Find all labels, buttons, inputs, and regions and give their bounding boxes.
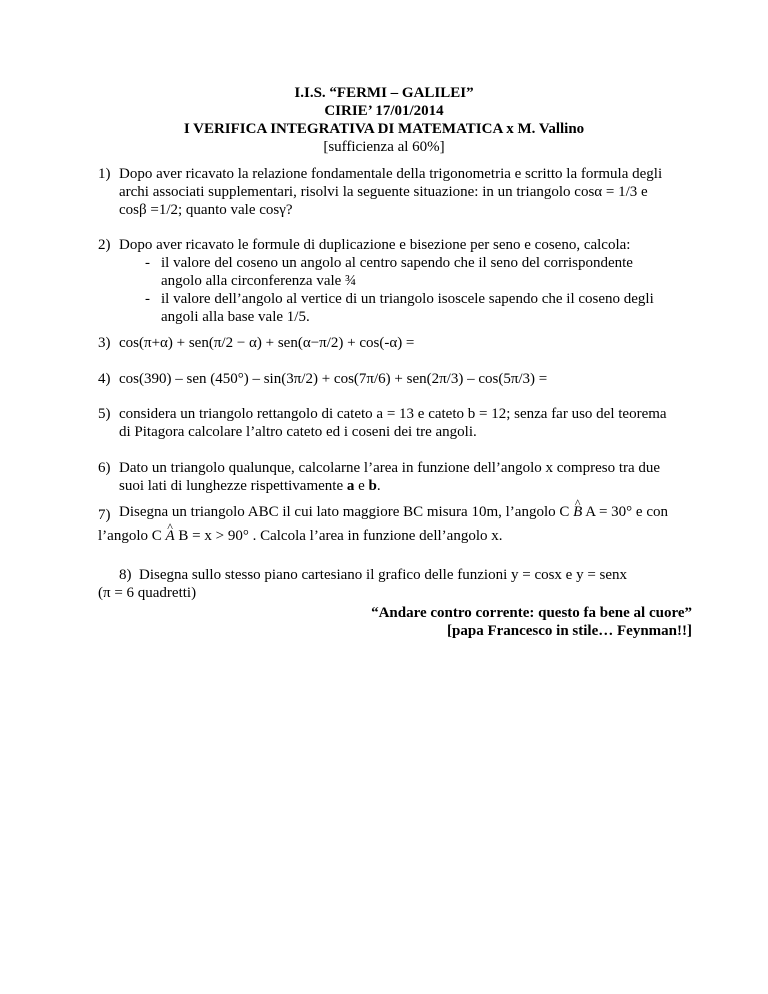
question-4 [98,370,718,388]
question-text-line [119,500,718,524]
text-run: l’angolo C [98,528,166,544]
question-number: 1) [98,166,111,182]
question-text-line: Disegna sullo stesso piano cartesiano il grafico delle funzioni y = cosx e y = senx [139,567,628,583]
text-run: B = x > 90° . Calcola l’area in funzione dell’angolo x. [174,528,503,544]
question-text-line: Dopo aver ricavato le formule di duplicazione e bisezione per seno e coseno, calcola: [119,237,631,253]
question-text-line: cos(390) – sen (450°) – sin(3π/2) + cos(7π/6) + sen(2π/3) – cos(5π/3) = [119,371,548,387]
question-7-line-2 [98,524,718,548]
sub-item-line: angoli alla base vale 1/5. [161,309,310,325]
header [0,84,768,156]
sub-item [147,290,718,326]
text-run: suoi lati di lunghezze rispettivamente [119,478,347,494]
question-7 [98,500,718,524]
question-8-note: (π = 6 quadretti) [98,585,197,601]
test-title: I VERIFICA INTEGRATIVA DI MATEMATICA x M. Vallino [183,121,585,137]
side-a: a [346,478,355,494]
sub-item-line: angolo alla circonferenza vale ¾ [161,273,357,289]
text-run: . [376,478,381,494]
question-text-line: Dato un triangolo qualunque, calcolarne l’area in funzione dell’angolo x compreso tra due [119,460,661,476]
question-text-line [119,477,718,495]
school-name: I.I.S. “FERMI – GALILEI” [294,85,474,101]
question-6 [98,459,718,495]
question-number: 8) [119,567,132,583]
dash-bullet: - [145,255,150,271]
dash-bullet: - [145,291,150,307]
question-text-line: Dopo aver ricavato la relazione fondamentale della trigonometria e scritto la formula degli [119,166,663,182]
text-run: A = 30° e con [582,504,668,520]
question-8 [119,566,739,584]
text-run: e [354,478,369,494]
question-text-line: di Pitagora calcolare l’altro cateto ed i coseni dei tre angoli. [119,424,477,440]
sub-item-line: il valore del coseno un angolo al centro sapendo che il seno del corrispondente [161,255,633,271]
question-1 [98,165,718,219]
side-b: b [368,478,377,494]
question-number: 5) [98,406,111,422]
question-number: 7) [98,507,111,523]
question-2 [98,236,718,326]
question-number: 4) [98,371,111,387]
question-text-line: considera un triangolo rettangolo di cateto a = 13 e cateto b = 12; senza far uso del teorema [119,406,667,422]
question-text-line: cos(π+α) + sen(π/2 − α) + sen(α−π/2) + cos(-α) = [119,335,415,351]
sub-item-line: il valore dell’angolo al vertice di un triangolo isoscele sapendo che il coseno degli [161,291,654,307]
question-5 [98,405,718,441]
place-date: CIRIE’ 17/01/2014 [324,103,444,119]
angle-hat-b: ^ B [573,500,582,524]
question-text-line: cosβ =1/2; quanto vale cosγ? [119,202,293,218]
question-number: 6) [98,460,111,476]
pass-threshold: [sufficienza al 60%] [323,139,445,155]
question-number: 3) [98,335,111,351]
question-text-line: archi associati supplementari, risolvi la seguente situazione: in un triangolo cosα = 1/3 e [119,184,648,200]
angle-hat-a: ^ A [166,524,175,548]
text-run: Disegna un triangolo ABC il cui lato maggiore BC misura 10m, l’angolo C [119,504,574,520]
question-number: 2) [98,237,111,253]
closing-quote: “Andare contro corrente: questo fa bene al cuore” [371,605,692,621]
quote-attribution: [papa Francesco in stile… Feynman!!] [447,623,692,639]
sub-item [147,254,718,290]
question-3 [98,334,718,352]
